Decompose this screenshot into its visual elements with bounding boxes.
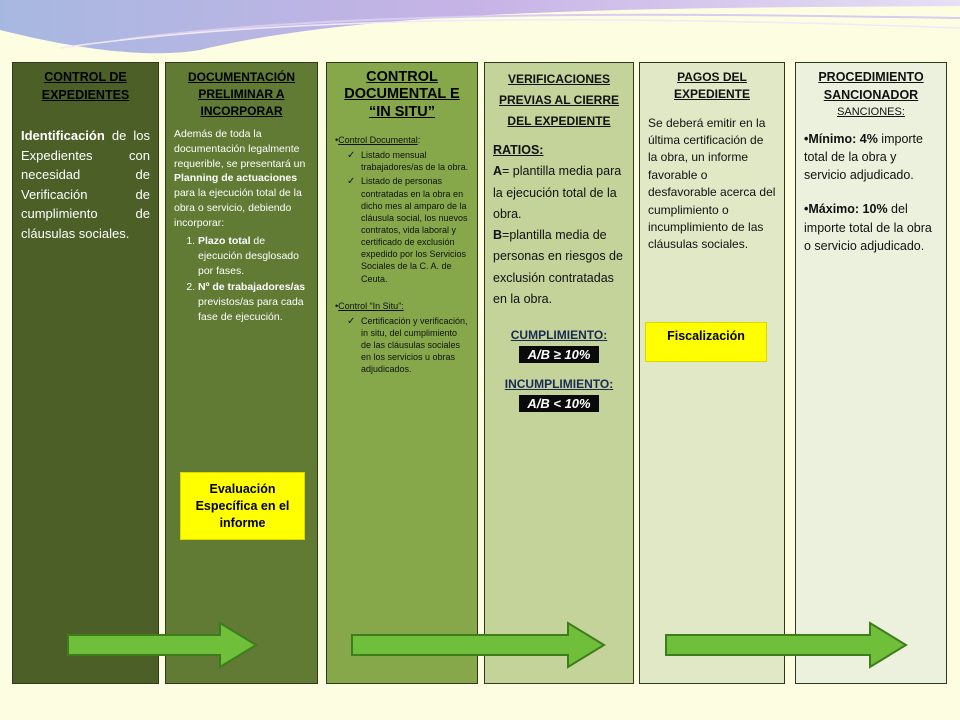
ratio-letter: B: [493, 228, 503, 242]
sancion-text: importe total de la obra y servicio adjudicado.: [804, 132, 923, 183]
column-control-de-expedientes: [12, 62, 159, 684]
header-swoosh-decoration: [0, 0, 960, 60]
ratio-a: [493, 161, 625, 225]
checklist-item: [347, 175, 469, 284]
column-title: DOCUMENTACIÓN PRELIMINAR A INCORPORAR: [187, 70, 296, 118]
column-verificaciones-previas: [484, 62, 634, 684]
body-bold: Identificación: [21, 128, 105, 143]
section-label: Control “In Situ”:: [338, 300, 404, 311]
column-title: CONTROL DOCUMENTAL E “IN SITU”: [344, 69, 460, 120]
list-item-bold: Nº de trabajadores/as: [198, 281, 306, 294]
column-documentacion-preliminar: [165, 62, 318, 684]
list-item-text: de ejecución desglosado por fases.: [198, 235, 299, 277]
check-icon: ✓: [347, 315, 356, 327]
column-title: PAGOS DEL EXPEDIENTE: [673, 70, 751, 101]
column-control-documental: [326, 62, 478, 684]
cumplimiento-formula: A/B ≥ 10%: [519, 346, 599, 363]
section-heading-documental: •Control Documental:: [335, 135, 421, 146]
arrow-right-icon: [66, 620, 260, 670]
intro-text-2: para la ejecución total de la obra o servicio, debiendo incorporar:: [174, 187, 302, 229]
sancion-minimo: [804, 130, 938, 184]
arrow-right-icon: [664, 620, 910, 670]
checklist-in-situ: [335, 315, 469, 376]
list-item: [198, 280, 309, 324]
column-body: [21, 126, 150, 243]
intro-bold: Planning de actuaciones: [174, 172, 298, 185]
column-title: VERIFICACIONES PREVIAS AL CIERRE DEL EXPEDIENTE: [498, 72, 620, 128]
column-procedimiento-sancionador: [795, 62, 947, 684]
ratios-block: [493, 140, 625, 310]
requirements-list: [174, 234, 309, 324]
incumplimiento-label: INCUMPLIMIENTO: [504, 377, 610, 391]
checklist-item: [347, 315, 469, 376]
ratio-text: =plantilla media de personas en riesgos de exclusión contratadas en la obra.: [493, 228, 623, 306]
body-text: de los Expedientes con necesidad de Verificación de cumplimiento de cláusulas sociales.: [21, 128, 150, 241]
incumplimiento-heading: INCUMPLIMIENTO:: [504, 377, 614, 391]
list-item-bold: Plazo total: [198, 235, 251, 248]
list-item-text: previstos/as para cada fase de ejecución.: [198, 295, 304, 323]
check-icon: ✓: [347, 150, 356, 162]
column-intro: [174, 127, 309, 230]
sancion-text: del importe total de la obra o servicio adjudicado.: [804, 202, 932, 253]
checklist-text: Listado de personas contratadas en la obra en dicho mes al amparo de la cláusula social, los nuevos contratos, vida laboral y certificado de exclusión expedido por los Servicios Sociales de la C. A. de Ceuta.: [361, 176, 468, 284]
intro-text: Además de toda la documentación legalmente requerible, se presentará un: [174, 128, 306, 170]
ratios-label: RATIOS:: [493, 143, 544, 157]
section-label: Control Documental: [338, 135, 418, 146]
cumplimiento-heading: CUMPLIMIENTO:: [510, 328, 608, 342]
checklist-item: [347, 149, 469, 173]
list-item: [198, 234, 309, 278]
ratio-letter: A: [493, 164, 503, 179]
column-title: PROCEDIMIENTO SANCIONADOR: [818, 70, 924, 102]
sanciones-subtitle: SANCIONES:: [837, 106, 905, 118]
ratio-b: [493, 225, 625, 310]
fiscalizacion-box: Fiscalización: [645, 322, 767, 362]
section-heading-in-situ: •Control “In Situ”:: [335, 300, 404, 311]
column-title: CONTROL DE EXPEDIENTES: [41, 70, 130, 102]
ratio-text: = plantilla media para la ejecución total de la obra.: [493, 164, 622, 221]
checklist-text: Listado mensual trabajadores/as de la obra.: [361, 150, 469, 173]
checklist-documental: [335, 149, 469, 285]
evaluacion-box: Evaluación Específica en el informe: [180, 472, 305, 540]
checklist-text: Certificación y verificación, in situ, del cumplimiento de las cláusulas sociales en los servicios u obras adjudicados.: [361, 315, 468, 375]
cumplimiento-label: CUMPLIMIENTO: [510, 328, 604, 342]
column-body: Se deberá emitir en la última certificación de la obra, un informe favorable o desfavorable acerca del cumplimiento o incumplimiento de las cláusulas sociales.: [648, 115, 776, 252]
column-pagos-del-expediente: [639, 62, 785, 684]
sancion-maximo: [804, 200, 938, 254]
incumplimiento-formula: A/B < 10%: [519, 395, 599, 412]
arrow-right-icon: [350, 620, 608, 670]
check-icon: ✓: [347, 176, 356, 188]
sancion-bold: •Máximo: 10%: [804, 202, 888, 217]
sancion-bold: •Mínimo: 4%: [804, 132, 878, 146]
